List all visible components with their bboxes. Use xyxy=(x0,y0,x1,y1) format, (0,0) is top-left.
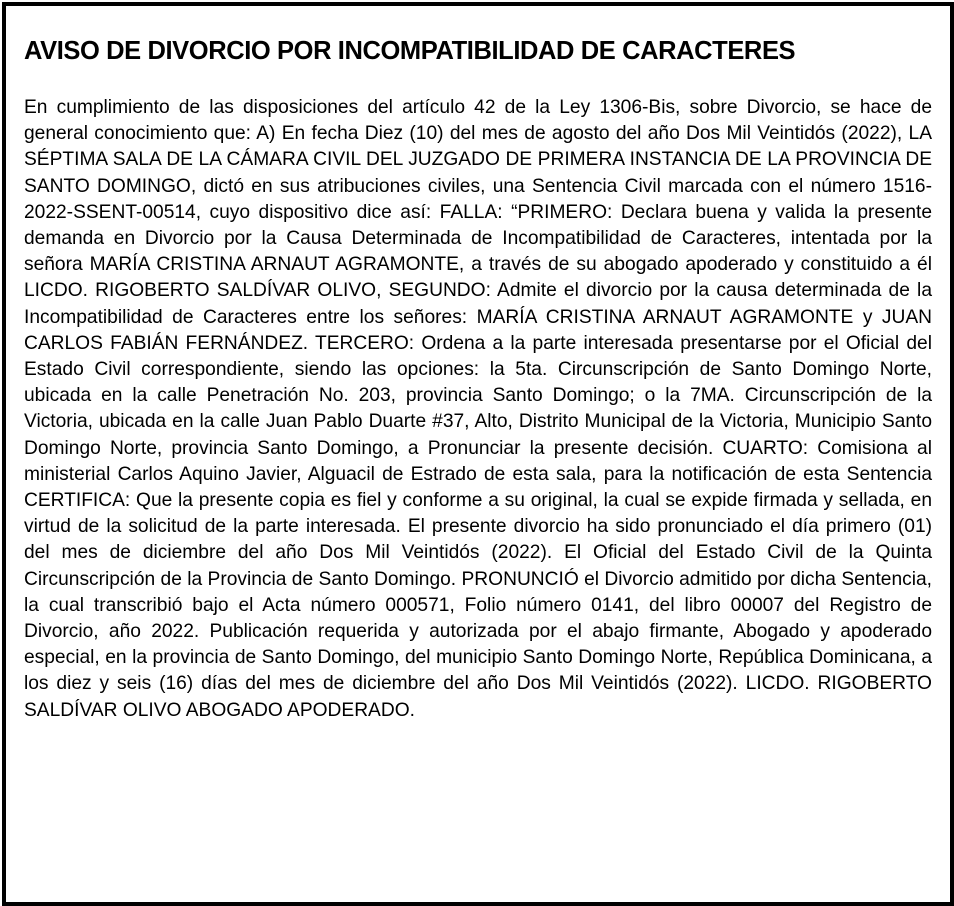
notice-body: En cumplimiento de las disposiciones del artículo 42 de la Ley 1306-Bis, sobre Divorcio, se hace de general conocimiento que: A) En fecha Diez (10) del mes de agosto del año Dos Mil Veintidós (2022), LA SÉPTIMA SALA DE LA CÁMARA CIVIL DEL JUZGADO DE PRIMERA INSTANCIA DE LA PROVINCIA DE SANTO DOMINGO, dictó en sus atribuciones civiles, una Sentencia Civil marcada con el número 1516-2022-SSENT-00514, cuyo dispositivo dice así: FALLA: “PRIMERO: Declara buena y valida la presente demanda en Divorcio por la Causa Determinada de Incompatibilidad de Caracteres, intentada por la señora MARÍA CRISTINA ARNAUT AGRAMONTE, a través de su abogado apoderado y constituido a él LICDO. RIGOBERTO SALDÍVAR OLIVO, SEGUNDO: Admite el divorcio por la causa determinada de la Incompatibilidad de Caracteres entre los señores: MARÍA CRISTINA ARNAUT AGRAMONTE y JUAN CARLOS FABIÁN FERNÁNDEZ. TERCERO: Ordena a la parte interesada presentarse por el Oficial del Estado Civil correspondiente, siendo las opciones: la 5ta. Circunscripción de Santo Domingo Norte, ubicada en la calle Penetración No. 203, provincia Santo Domingo; o la 7MA. Circunscripción de la Victoria, ubicada en la calle Juan Pablo Duarte #37, Alto, Distrito Municipal de la Victoria, Municipio Santo Domingo Norte, provincia Santo Domingo, a Pronunciar la presente decisión. CUARTO: Comisiona al ministerial Carlos Aquino Javier, Alguacil de Estrado de esta sala, para la notificación de esta Sentencia CERTIFICA: Que la presente copia es fiel y conforme a su original, la cual se expide firmada y sellada, en virtud de la solicitud de la parte interesada. El presente divorcio ha sido pronunciado el día primero (01) del mes de diciembre del año Dos Mil Veintidós (2022). El Oficial del Estado Civil de la Quinta Circunscripción de la Provincia de Santo Domingo. PRONUNCIÓ el Divorcio admitido por dicha Sentencia, la cual transcribió bajo el Acta número 000571, Folio número 0141, del libro 00007 del Registro de Divorcio, año 2022. Publicación requerida y autorizada por el abajo firmante, Abogado y apoderado especial, en la provincia de Santo Domingo, del municipio Santo Domingo Norte, República Dominicana, a los diez y seis (16) días del mes de diciembre del año Dos Mil Veintidós (2022). LICDO. RIGOBERTO SALDÍVAR OLIVO ABOGADO APODERADO. xyxy=(24,97,932,721)
notice-title: AVISO DE DIVORCIO POR INCOMPATIBILIDAD DE CARACTERES xyxy=(24,37,796,65)
notice-frame xyxy=(2,2,954,906)
